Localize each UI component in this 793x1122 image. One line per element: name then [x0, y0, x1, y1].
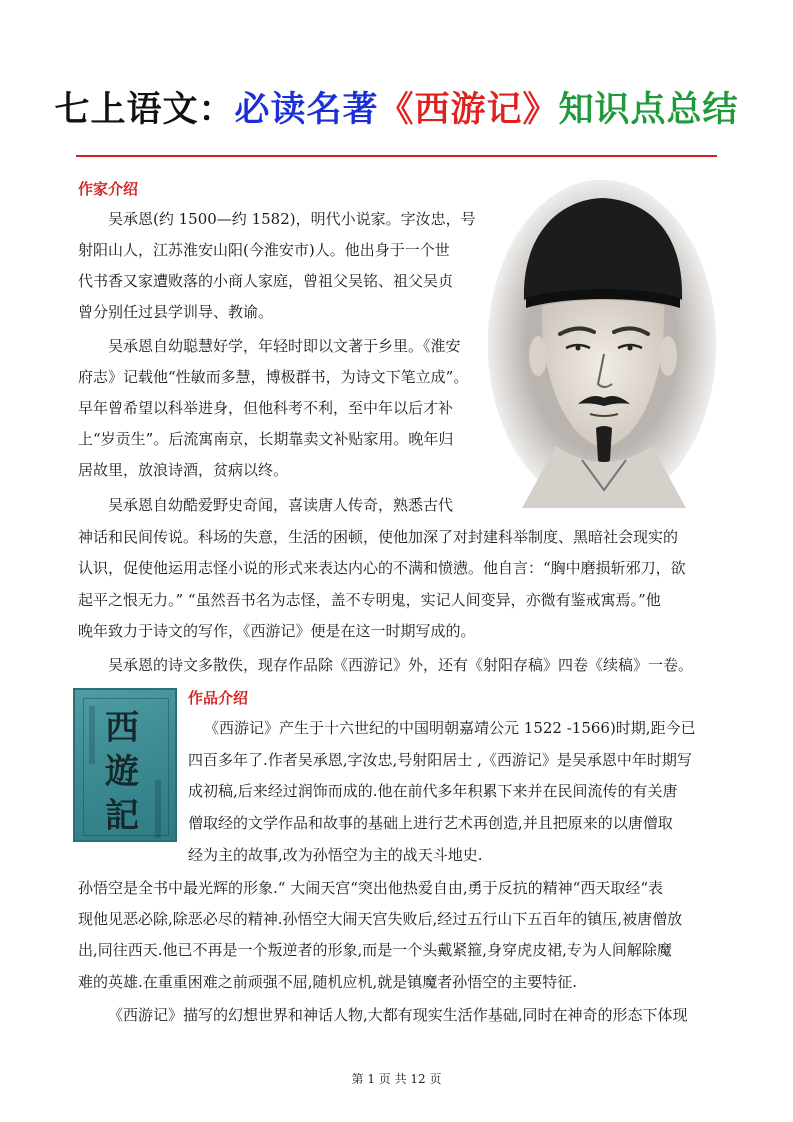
- text-line: 代书香又家遭败落的小商人家庭，曾祖父吴铭、祖父吴贞: [78, 272, 454, 290]
- text-line: 认识，促使他运用志怪小说的形式来表达内心的不满和愤懑。他自言：“胸中磨损斩邪刀，欲: [78, 559, 686, 577]
- cover-title-char: 遊: [105, 752, 139, 792]
- book-cover-image: [73, 688, 177, 842]
- title-part-2: 必读名著: [234, 90, 379, 130]
- text-line: 难的英雄.在重重困难之前顽强不屈,随机应机,就是镇魔者孙悟空的主要特征.: [78, 973, 578, 991]
- text-line: 吴承恩自幼酷爱野史奇闻，喜读唐人传奇，熟悉古代: [108, 496, 454, 514]
- text-line: 出,同往西天.他已不再是一个叛逆者的形象,而是一个头戴紧箍,身穿虎皮裙,专为人间解除魔: [78, 941, 672, 959]
- title-part-1: 七上语文：: [54, 90, 235, 130]
- text-line: 成初稿,后来经过润饰而成的.他在前代多年积累下来并在民间流传的有关唐: [188, 782, 678, 800]
- text-line: 起平之恨无力。” “虽然吾书名为志怪，盖不专明鬼，实记人间变异，亦微有鉴戒寓焉。”他: [78, 591, 661, 609]
- cover-title-char: 記: [105, 796, 139, 836]
- text-line: 居故里，放浪诗酒，贫病以终。: [78, 461, 289, 479]
- text-line: 四百多年了.作者吴承恩,字汝忠,号射阳居士 ,《西游记》是吴承恩中年时期写: [188, 751, 692, 769]
- page-footer: 第 1 页 共 12 页: [351, 1072, 442, 1086]
- text-line: 《西游记》描写的幻想世界和神话人物,大都有现实生活作基础,同时在神奇的形态下体现: [108, 1006, 688, 1024]
- text-line: 《西游记》产生于十六世纪的中国明朝嘉靖公元 1522 -1566)时期,距今已: [204, 719, 696, 737]
- text-line: 吴承恩自幼聪慧好学，年轻时即以文著于乡里。《淮安: [108, 337, 461, 355]
- title-divider: [76, 155, 717, 157]
- text-line: 府志》记载他“性敏而多慧，博极群书，为诗文下笔立成”。: [78, 368, 469, 386]
- text-line: 现他见恶必除,除恶必尽的精神.孙悟空大闹天宫失败后,经过五行山下五百年的镇压,被唐僧放: [78, 910, 683, 928]
- text-line: 神话和民间传说。科场的失意，生活的困顿，使他加深了对封建科举制度、黑暗社会现实的: [78, 528, 679, 546]
- text-line: 孙悟空是全书中最光辉的形象.“ 大闹天宫“突出他热爱自由,勇于反抗的精神“西天取经“表: [78, 879, 663, 897]
- text-line: 吴承恩(约 1500—约 1582)，明代小说家。字汝忠，号: [108, 210, 476, 228]
- page-title: [0, 82, 793, 132]
- text-line: 早年曾希望以科举进身，但他科考不利，至中年以后才补: [78, 399, 454, 417]
- text-line: 经为主的故事,改为孙悟空为主的战天斗地史.: [188, 846, 483, 864]
- text-line: 曾分别任过县学训导、教谕。: [78, 303, 274, 321]
- title-part-4: 知识点总结: [558, 90, 739, 130]
- text-line: 僧取经的文学作品和故事的基础上进行艺术再创造,并且把原来的以唐僧取: [188, 814, 673, 832]
- title-part-3: 《西游记》: [378, 90, 559, 130]
- author-portrait-image: [486, 178, 718, 510]
- cover-title-char: 西: [105, 708, 139, 748]
- section-heading-work: 作品介绍: [188, 689, 249, 707]
- text-line: 上“岁贡生”。后流寓南京，长期靠卖文补贴家用。晚年归: [78, 430, 454, 448]
- text-line: 晚年致力于诗文的写作，《西游记》便是在这一时期写成的。: [78, 622, 476, 640]
- text-line: 吴承恩的诗文多散佚，现存作品除《西游记》外，还有《射阳存稿》四卷《续稿》一卷。: [108, 656, 694, 674]
- cover-publisher-mark: [155, 780, 161, 838]
- section-heading-author: 作家介绍: [78, 180, 139, 198]
- text-line: 射阳山人，江苏淮安山阳(今淮安市)人。他出身于一个世: [78, 241, 450, 259]
